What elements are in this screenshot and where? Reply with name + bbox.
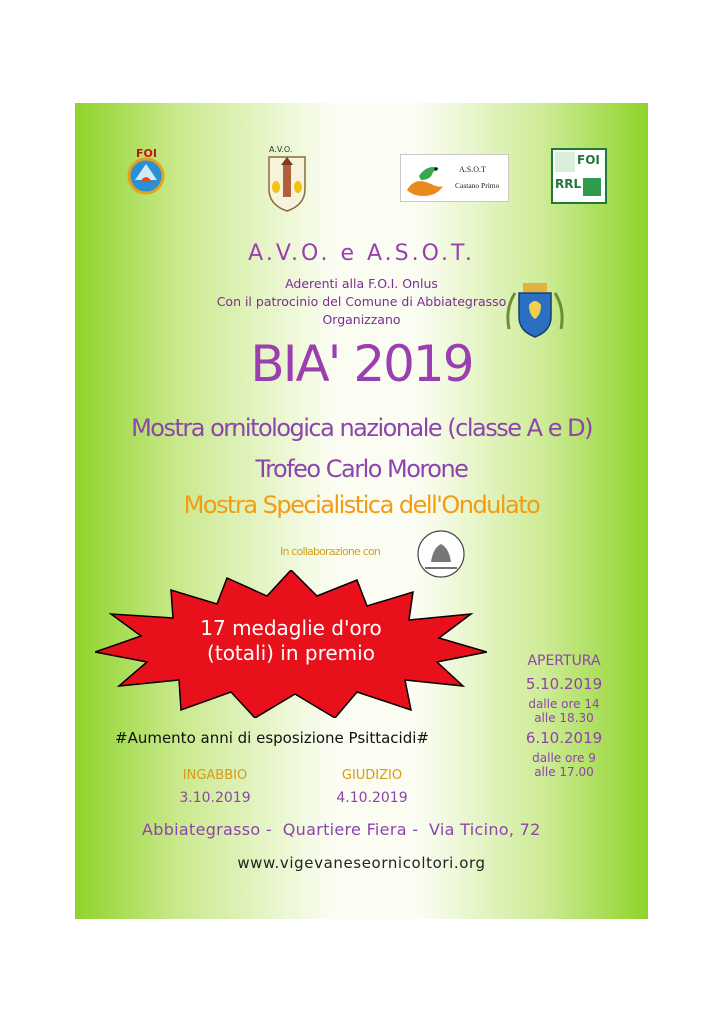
opening-hours-2b: alle 17.00 [534,765,594,779]
abbiategrasso-crest-icon [501,279,569,343]
organizers-heading: A.V.O. e A.S.O.T. [248,241,475,266]
poster [75,103,648,919]
giudizio-block [312,767,432,809]
opening-hours-2a: dalle ore 9 [532,751,596,765]
opening-hours-1b: alle 18.30 [534,711,594,725]
ingabbio-label: INGABBIO [182,768,248,783]
event-subtitle-3: Mostra Specialistica dell'Ondulato [183,491,540,519]
opening-label: APERTURA [527,653,601,669]
asot-logo-line2: Castano Primo [455,181,500,190]
giudizio-label: GIUDIZIO [341,768,403,783]
foi-rrl-logo [551,148,607,204]
opening-date-1: 5.10.2019 [525,675,603,693]
foi-logo [123,147,169,196]
avo-logo [265,145,309,211]
header-line-2: Con il patrocinio del Comune di Abbiategrasso [216,294,507,309]
asot-logo [400,154,509,202]
psittacidi-notice: #Aumento anni di esposizione Psittacidi# [115,729,429,747]
header-line-3: Organizzano [322,312,401,327]
clover-icon [583,178,601,196]
asot-logo-line1: A.S.O.T [459,165,486,174]
opening-hours-1a: dalle ore 14 [528,697,600,711]
foi-rrl-top: FOI [577,153,600,167]
bird-icon [555,152,575,172]
website-link[interactable]: www.vigevaneseornicoltori.org [237,854,486,872]
ingabbio-block [155,767,275,809]
opening-info [497,651,631,779]
event-title: BIA' 2019 [250,335,473,393]
avo-logo-text: A.V.O. [269,145,293,154]
collab-label: In collaborazione con [280,545,381,558]
prize-starburst [95,570,487,718]
foi-rrl-bottom: RRL [555,177,582,191]
foi-logo-text: FOI [136,147,157,160]
event-location: Abbiategrasso - Quartiere Fiera - Via Ticino, 72 [142,820,541,839]
event-subtitle-2: Trofeo Carlo Morone [255,455,468,483]
giudizio-date: 4.10.2019 [336,790,408,806]
prize-line-2: (totali) in premio [207,641,375,665]
opening-date-2: 6.10.2019 [525,729,603,747]
event-subtitle-1: Mostra ornitologica nazionale (classe A e D) [131,414,592,442]
header-line-1: Aderenti alla F.O.I. Onlus [285,276,438,291]
prize-line-1: 17 medaglie d'oro [200,616,382,640]
ingabbio-date: 3.10.2019 [179,790,251,806]
